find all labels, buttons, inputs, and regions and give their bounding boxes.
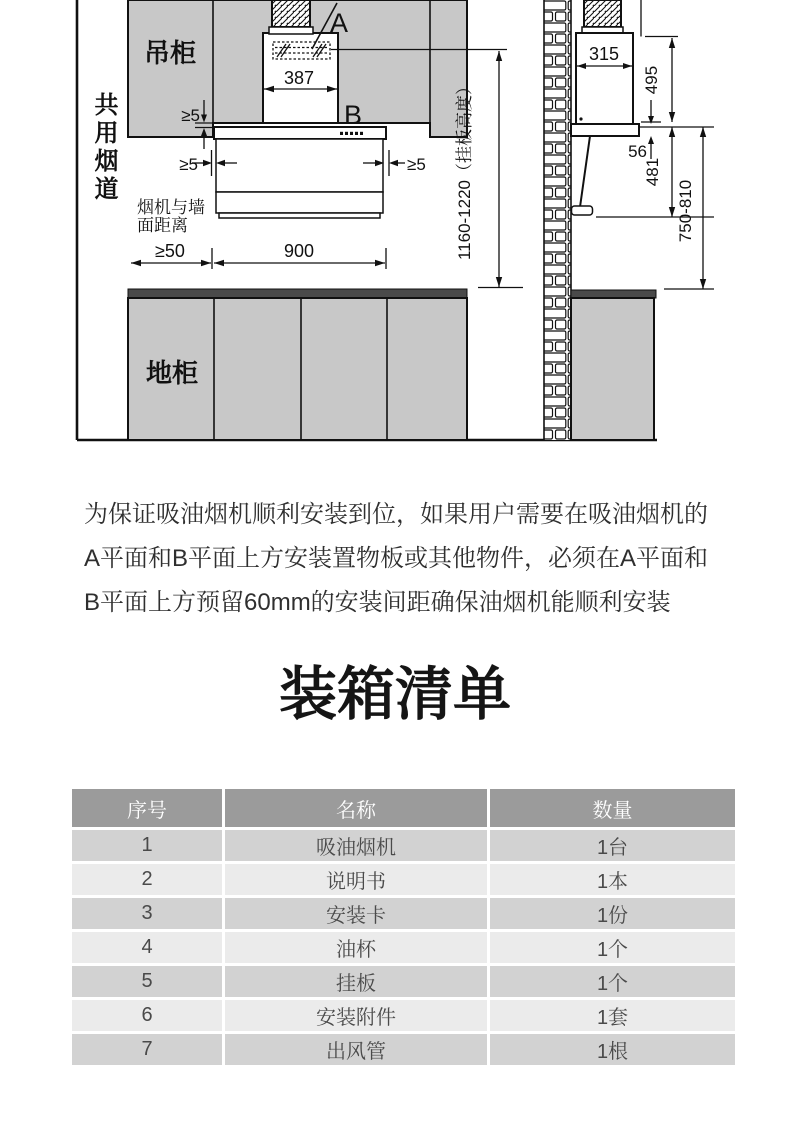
cell-name: 安装附件 [225,1000,490,1034]
table-row [72,966,735,1000]
cell-qty: 1根 [490,1034,735,1068]
mount-dot [579,117,582,120]
countertop-left [128,289,467,298]
installation-note-line: B平面上方预留60mm的安装间距确保油烟机能顺利安装 [84,589,671,616]
side-view-dimensions [577,0,714,289]
cell-index: 4 [72,932,225,966]
dim-upper-height: 495 [642,65,661,95]
upper-cabinet-label: 吊柜 [143,38,197,68]
plane-a-label: A [330,8,349,38]
cell-name: 挂板 [225,966,490,1000]
duct-collar-front [269,27,313,34]
dim-left-gap: ≥5 [179,155,198,174]
cell-index: 2 [72,864,225,898]
dim-hang-height: 1160-1220（挂板高度） [455,77,474,261]
flex-duct-front [272,0,310,27]
cell-qty: 1个 [490,966,735,1000]
col-header-name: 名称 [225,789,490,830]
hood-bottom-lip [219,213,380,218]
dim-counter-height: 750-810 [676,179,695,243]
cell-qty: 1本 [490,864,735,898]
table-row [72,864,735,898]
dim-body-height: 481 [643,157,662,187]
col-header-index: 序号 [72,789,225,830]
cell-index: 7 [72,1034,225,1068]
dim-chimney-width: 387 [283,68,315,88]
base-cabinet-side [571,298,654,440]
cell-name: 吸油烟机 [225,830,490,864]
table-row [72,1034,735,1068]
cell-qty: 1份 [490,898,735,932]
cell-index: 3 [72,898,225,932]
installation-diagram [0,0,790,460]
cell-index: 5 [72,966,225,1000]
cell-name: 安装卡 [225,898,490,932]
col-header-qty: 数量 [490,789,735,830]
installation-diagram-svg [0,0,790,460]
cell-index: 6 [72,1000,225,1034]
table-row [72,932,735,966]
cell-index: 1 [72,830,225,864]
cell-qty: 1套 [490,1000,735,1034]
dim-top-gap: ≥5 [181,106,200,125]
hood-front-face-side [580,136,590,207]
dim-hood-width: 900 [283,241,315,261]
dim-wall-gap: ≥50 [155,241,185,261]
countertop-right [571,290,656,298]
wall-distance-label-2: 面距离 [137,216,188,235]
brick-wall [544,0,571,440]
plane-b-label: B [344,100,363,130]
dim-depth: 315 [588,44,620,64]
dim-plate-height: 56 [628,142,647,161]
installation-note-line: 为保证吸油烟机顺利安装到位，如果用户需要在吸油烟机的 [84,501,708,528]
hood-lower-band [216,192,383,213]
packing-list-table [72,789,735,1068]
oil-cup [572,206,593,215]
wall-distance-label-1: 烟机与墙 [137,198,205,217]
cell-qty: 1个 [490,932,735,966]
table-row [72,898,735,932]
table-row [72,1000,735,1034]
table-header-row [72,789,735,830]
installation-note [84,493,720,625]
table-row [72,830,735,864]
cell-name: 说明书 [225,864,490,898]
cell-name: 油杯 [225,932,490,966]
installation-note-line: A平面和B平面上方安装置物板或其他物件，必须在A平面和 [84,545,709,572]
cell-qty: 1台 [490,830,735,864]
hood-top-plate-side [571,124,639,136]
packing-list-title: 装箱清单 [278,662,511,727]
dim-right-gap: ≥5 [407,155,426,174]
hood-body-front [216,139,383,192]
shared-flue-label: 共用烟道 [90,92,117,204]
flex-duct-side [584,0,621,27]
lower-cabinet-label: 地柜 [145,358,199,388]
cell-name: 出风管 [225,1034,490,1068]
